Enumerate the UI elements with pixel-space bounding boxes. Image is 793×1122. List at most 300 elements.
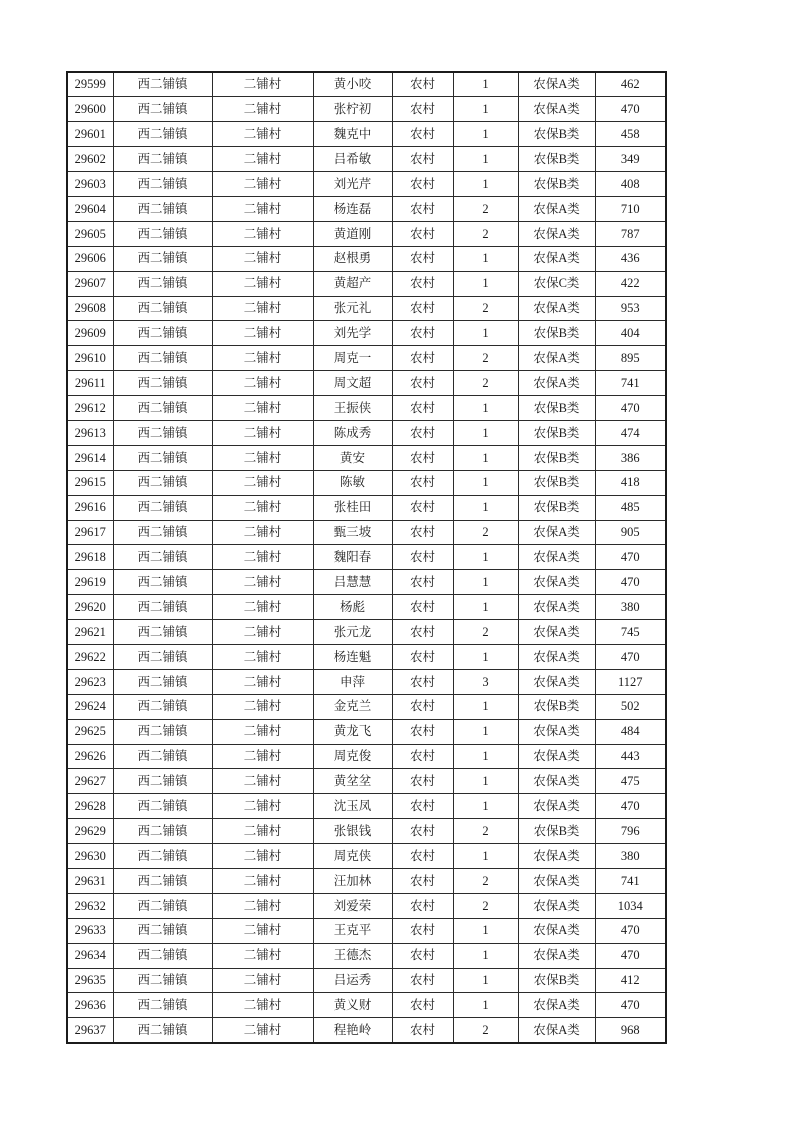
- cell-person-name: 黄安: [313, 445, 392, 470]
- cell-person-name: 魏克中: [313, 122, 392, 147]
- table-row: [67, 147, 666, 172]
- cell-town: 西二铺镇: [113, 346, 212, 371]
- table-row: [67, 719, 666, 744]
- cell-person-name: 王德杰: [313, 943, 392, 968]
- cell-insurance-category: 农保B类: [518, 172, 595, 197]
- cell-amount: 470: [595, 396, 666, 421]
- cell-town: 西二铺镇: [113, 844, 212, 869]
- cell-residence-type: 农村: [392, 172, 453, 197]
- table-row: [67, 595, 666, 620]
- cell-residence-type: 农村: [392, 296, 453, 321]
- cell-person-name: 吕运秀: [313, 968, 392, 993]
- cell-insurance-category: 农保A类: [518, 296, 595, 321]
- cell-serial-number: 29633: [67, 918, 113, 943]
- cell-residence-type: 农村: [392, 744, 453, 769]
- table-row: [67, 819, 666, 844]
- cell-person-count: 1: [453, 769, 518, 794]
- cell-insurance-category: 农保B类: [518, 122, 595, 147]
- cell-residence-type: 农村: [392, 993, 453, 1018]
- cell-village: 二铺村: [212, 993, 313, 1018]
- cell-village: 二铺村: [212, 819, 313, 844]
- cell-village: 二铺村: [212, 221, 313, 246]
- cell-residence-type: 农村: [392, 420, 453, 445]
- cell-town: 西二铺镇: [113, 595, 212, 620]
- cell-village: 二铺村: [212, 620, 313, 645]
- cell-town: 西二铺镇: [113, 371, 212, 396]
- cell-insurance-category: 农保A类: [518, 595, 595, 620]
- cell-serial-number: 29632: [67, 893, 113, 918]
- cell-residence-type: 农村: [392, 869, 453, 894]
- cell-insurance-category: 农保B类: [518, 968, 595, 993]
- cell-town: 西二铺镇: [113, 669, 212, 694]
- cell-residence-type: 农村: [392, 72, 453, 97]
- cell-village: 二铺村: [212, 396, 313, 421]
- cell-serial-number: 29630: [67, 844, 113, 869]
- cell-amount: 458: [595, 122, 666, 147]
- cell-serial-number: 29623: [67, 669, 113, 694]
- cell-insurance-category: 农保A类: [518, 644, 595, 669]
- cell-amount: 470: [595, 943, 666, 968]
- cell-serial-number: 29624: [67, 694, 113, 719]
- cell-person-count: 1: [453, 420, 518, 445]
- cell-residence-type: 农村: [392, 445, 453, 470]
- cell-village: 二铺村: [212, 669, 313, 694]
- cell-insurance-category: 农保A类: [518, 943, 595, 968]
- cell-person-name: 张银钱: [313, 819, 392, 844]
- table-row: [67, 172, 666, 197]
- cell-residence-type: 农村: [392, 620, 453, 645]
- cell-person-name: 周克俊: [313, 744, 392, 769]
- cell-insurance-category: 农保A类: [518, 221, 595, 246]
- table-row: [67, 495, 666, 520]
- cell-village: 二铺村: [212, 147, 313, 172]
- cell-person-count: 1: [453, 271, 518, 296]
- cell-residence-type: 农村: [392, 396, 453, 421]
- table-row: [67, 396, 666, 421]
- cell-insurance-category: 农保A类: [518, 893, 595, 918]
- cell-person-name: 吕希敏: [313, 147, 392, 172]
- cell-town: 西二铺镇: [113, 296, 212, 321]
- cell-serial-number: 29626: [67, 744, 113, 769]
- cell-amount: 386: [595, 445, 666, 470]
- cell-amount: 710: [595, 196, 666, 221]
- table-row: [67, 371, 666, 396]
- cell-town: 西二铺镇: [113, 570, 212, 595]
- cell-amount: 905: [595, 520, 666, 545]
- cell-town: 西二铺镇: [113, 968, 212, 993]
- cell-insurance-category: 农保A类: [518, 371, 595, 396]
- cell-person-name: 杨彪: [313, 595, 392, 620]
- cell-town: 西二铺镇: [113, 744, 212, 769]
- cell-person-count: 1: [453, 495, 518, 520]
- cell-serial-number: 29627: [67, 769, 113, 794]
- cell-town: 西二铺镇: [113, 420, 212, 445]
- cell-residence-type: 农村: [392, 321, 453, 346]
- cell-amount: 404: [595, 321, 666, 346]
- table-row: [67, 794, 666, 819]
- cell-person-count: 1: [453, 396, 518, 421]
- table-row: [67, 918, 666, 943]
- cell-village: 二铺村: [212, 570, 313, 595]
- cell-person-count: 1: [453, 744, 518, 769]
- cell-person-count: 1: [453, 719, 518, 744]
- cell-serial-number: 29605: [67, 221, 113, 246]
- cell-person-count: 1: [453, 246, 518, 271]
- cell-town: 西二铺镇: [113, 196, 212, 221]
- cell-person-name: 黄小咬: [313, 72, 392, 97]
- cell-person-name: 周克一: [313, 346, 392, 371]
- cell-amount: 470: [595, 97, 666, 122]
- cell-village: 二铺村: [212, 296, 313, 321]
- cell-serial-number: 29631: [67, 869, 113, 894]
- cell-village: 二铺村: [212, 420, 313, 445]
- table-row: [67, 470, 666, 495]
- cell-residence-type: 农村: [392, 271, 453, 296]
- cell-residence-type: 农村: [392, 844, 453, 869]
- cell-amount: 418: [595, 470, 666, 495]
- cell-town: 西二铺镇: [113, 246, 212, 271]
- cell-insurance-category: 农保A类: [518, 719, 595, 744]
- cell-person-name: 赵根勇: [313, 246, 392, 271]
- table-row: [67, 644, 666, 669]
- cell-amount: 422: [595, 271, 666, 296]
- cell-serial-number: 29618: [67, 545, 113, 570]
- cell-amount: 475: [595, 769, 666, 794]
- cell-person-name: 刘先学: [313, 321, 392, 346]
- cell-insurance-category: 农保A类: [518, 545, 595, 570]
- cell-person-name: 张元龙: [313, 620, 392, 645]
- cell-serial-number: 29636: [67, 993, 113, 1018]
- cell-residence-type: 农村: [392, 669, 453, 694]
- cell-serial-number: 29612: [67, 396, 113, 421]
- cell-insurance-category: 农保A类: [518, 620, 595, 645]
- cell-person-count: 2: [453, 819, 518, 844]
- table-row: [67, 1018, 666, 1043]
- cell-town: 西二铺镇: [113, 445, 212, 470]
- cell-village: 二铺村: [212, 844, 313, 869]
- cell-amount: 953: [595, 296, 666, 321]
- cell-person-count: 1: [453, 595, 518, 620]
- cell-village: 二铺村: [212, 470, 313, 495]
- cell-person-count: 1: [453, 918, 518, 943]
- table-row: [67, 620, 666, 645]
- cell-person-name: 金克兰: [313, 694, 392, 719]
- cell-town: 西二铺镇: [113, 918, 212, 943]
- cell-insurance-category: 农保A类: [518, 72, 595, 97]
- cell-insurance-category: 农保A类: [518, 993, 595, 1018]
- cell-amount: 380: [595, 595, 666, 620]
- cell-village: 二铺村: [212, 794, 313, 819]
- cell-person-count: 2: [453, 520, 518, 545]
- cell-residence-type: 农村: [392, 644, 453, 669]
- cell-amount: 380: [595, 844, 666, 869]
- cell-serial-number: 29635: [67, 968, 113, 993]
- cell-serial-number: 29637: [67, 1018, 113, 1043]
- cell-person-count: 1: [453, 570, 518, 595]
- cell-serial-number: 29607: [67, 271, 113, 296]
- cell-serial-number: 29604: [67, 196, 113, 221]
- cell-town: 西二铺镇: [113, 545, 212, 570]
- cell-serial-number: 29602: [67, 147, 113, 172]
- cell-amount: 484: [595, 719, 666, 744]
- cell-village: 二铺村: [212, 943, 313, 968]
- cell-serial-number: 29601: [67, 122, 113, 147]
- cell-person-count: 1: [453, 844, 518, 869]
- cell-serial-number: 29616: [67, 495, 113, 520]
- cell-person-name: 黄道刚: [313, 221, 392, 246]
- cell-person-name: 沈玉凤: [313, 794, 392, 819]
- cell-insurance-category: 农保A类: [518, 346, 595, 371]
- cell-person-name: 杨连魁: [313, 644, 392, 669]
- cell-amount: 474: [595, 420, 666, 445]
- cell-serial-number: 29615: [67, 470, 113, 495]
- cell-serial-number: 29629: [67, 819, 113, 844]
- cell-amount: 470: [595, 545, 666, 570]
- cell-insurance-category: 农保A类: [518, 769, 595, 794]
- cell-village: 二铺村: [212, 694, 313, 719]
- table-row: [67, 196, 666, 221]
- cell-village: 二铺村: [212, 893, 313, 918]
- cell-serial-number: 29634: [67, 943, 113, 968]
- cell-person-name: 张桂田: [313, 495, 392, 520]
- cell-amount: 443: [595, 744, 666, 769]
- cell-person-name: 刘光芹: [313, 172, 392, 197]
- cell-person-count: 1: [453, 122, 518, 147]
- cell-town: 西二铺镇: [113, 147, 212, 172]
- cell-village: 二铺村: [212, 172, 313, 197]
- records-table-body: [67, 72, 666, 1043]
- cell-town: 西二铺镇: [113, 694, 212, 719]
- records-table: [66, 71, 667, 1044]
- cell-amount: 470: [595, 644, 666, 669]
- cell-amount: 470: [595, 570, 666, 595]
- cell-person-count: 1: [453, 147, 518, 172]
- cell-serial-number: 29619: [67, 570, 113, 595]
- cell-amount: 745: [595, 620, 666, 645]
- cell-town: 西二铺镇: [113, 122, 212, 147]
- cell-town: 西二铺镇: [113, 620, 212, 645]
- cell-town: 西二铺镇: [113, 396, 212, 421]
- cell-serial-number: 29628: [67, 794, 113, 819]
- cell-town: 西二铺镇: [113, 869, 212, 894]
- cell-serial-number: 29600: [67, 97, 113, 122]
- cell-person-count: 1: [453, 172, 518, 197]
- cell-residence-type: 农村: [392, 694, 453, 719]
- cell-village: 二铺村: [212, 271, 313, 296]
- table-row: [67, 321, 666, 346]
- table-row: [67, 520, 666, 545]
- cell-serial-number: 29599: [67, 72, 113, 97]
- cell-town: 西二铺镇: [113, 819, 212, 844]
- cell-amount: 787: [595, 221, 666, 246]
- cell-serial-number: 29620: [67, 595, 113, 620]
- cell-person-name: 黄龙飞: [313, 719, 392, 744]
- cell-serial-number: 29609: [67, 321, 113, 346]
- cell-village: 二铺村: [212, 644, 313, 669]
- table-row: [67, 744, 666, 769]
- cell-person-count: 2: [453, 869, 518, 894]
- cell-person-name: 黄超产: [313, 271, 392, 296]
- cell-residence-type: 农村: [392, 968, 453, 993]
- cell-residence-type: 农村: [392, 122, 453, 147]
- cell-village: 二铺村: [212, 545, 313, 570]
- table-row: [67, 669, 666, 694]
- cell-insurance-category: 农保B类: [518, 147, 595, 172]
- cell-residence-type: 农村: [392, 97, 453, 122]
- cell-insurance-category: 农保A类: [518, 918, 595, 943]
- cell-serial-number: 29617: [67, 520, 113, 545]
- cell-amount: 470: [595, 794, 666, 819]
- cell-person-name: 周文超: [313, 371, 392, 396]
- cell-village: 二铺村: [212, 346, 313, 371]
- cell-residence-type: 农村: [392, 520, 453, 545]
- cell-insurance-category: 农保A类: [518, 520, 595, 545]
- cell-residence-type: 农村: [392, 371, 453, 396]
- cell-person-count: 2: [453, 221, 518, 246]
- cell-person-count: 1: [453, 694, 518, 719]
- cell-person-name: 张柠初: [313, 97, 392, 122]
- table-row: [67, 72, 666, 97]
- cell-town: 西二铺镇: [113, 221, 212, 246]
- cell-village: 二铺村: [212, 520, 313, 545]
- cell-person-count: 1: [453, 321, 518, 346]
- cell-person-name: 陈敏: [313, 470, 392, 495]
- cell-person-name: 王振侠: [313, 396, 392, 421]
- cell-person-name: 程艳岭: [313, 1018, 392, 1043]
- cell-serial-number: 29611: [67, 371, 113, 396]
- cell-serial-number: 29608: [67, 296, 113, 321]
- cell-insurance-category: 农保B类: [518, 445, 595, 470]
- cell-residence-type: 农村: [392, 595, 453, 620]
- cell-person-count: 2: [453, 1018, 518, 1043]
- cell-person-count: 1: [453, 794, 518, 819]
- cell-residence-type: 农村: [392, 570, 453, 595]
- cell-person-count: 1: [453, 72, 518, 97]
- cell-person-count: 1: [453, 470, 518, 495]
- cell-insurance-category: 农保A类: [518, 794, 595, 819]
- table-row: [67, 769, 666, 794]
- cell-person-name: 王克平: [313, 918, 392, 943]
- cell-insurance-category: 农保B类: [518, 694, 595, 719]
- cell-town: 西二铺镇: [113, 769, 212, 794]
- cell-serial-number: 29622: [67, 644, 113, 669]
- cell-village: 二铺村: [212, 769, 313, 794]
- cell-town: 西二铺镇: [113, 271, 212, 296]
- cell-town: 西二铺镇: [113, 520, 212, 545]
- cell-town: 西二铺镇: [113, 719, 212, 744]
- cell-person-name: 吕慧慧: [313, 570, 392, 595]
- cell-residence-type: 农村: [392, 794, 453, 819]
- cell-insurance-category: 农保B类: [518, 420, 595, 445]
- table-row: [67, 570, 666, 595]
- cell-insurance-category: 农保A类: [518, 869, 595, 894]
- cell-residence-type: 农村: [392, 893, 453, 918]
- cell-residence-type: 农村: [392, 545, 453, 570]
- cell-amount: 968: [595, 1018, 666, 1043]
- table-row: [67, 97, 666, 122]
- table-row: [67, 943, 666, 968]
- cell-town: 西二铺镇: [113, 470, 212, 495]
- cell-serial-number: 29613: [67, 420, 113, 445]
- cell-person-count: 2: [453, 346, 518, 371]
- cell-insurance-category: 农保B类: [518, 819, 595, 844]
- cell-person-count: 2: [453, 371, 518, 396]
- cell-village: 二铺村: [212, 869, 313, 894]
- cell-amount: 741: [595, 371, 666, 396]
- cell-person-name: 周克侠: [313, 844, 392, 869]
- cell-amount: 895: [595, 346, 666, 371]
- cell-insurance-category: 农保A类: [518, 246, 595, 271]
- cell-amount: 462: [595, 72, 666, 97]
- table-row: [67, 893, 666, 918]
- cell-serial-number: 29614: [67, 445, 113, 470]
- cell-town: 西二铺镇: [113, 644, 212, 669]
- cell-person-count: 1: [453, 445, 518, 470]
- cell-village: 二铺村: [212, 744, 313, 769]
- cell-amount: 796: [595, 819, 666, 844]
- cell-town: 西二铺镇: [113, 893, 212, 918]
- cell-amount: 470: [595, 918, 666, 943]
- cell-residence-type: 农村: [392, 819, 453, 844]
- cell-town: 西二铺镇: [113, 172, 212, 197]
- cell-residence-type: 农村: [392, 221, 453, 246]
- cell-residence-type: 农村: [392, 918, 453, 943]
- cell-person-name: 汪加林: [313, 869, 392, 894]
- cell-person-name: 刘爱荣: [313, 893, 392, 918]
- cell-amount: 349: [595, 147, 666, 172]
- cell-amount: 741: [595, 869, 666, 894]
- cell-amount: 412: [595, 968, 666, 993]
- cell-person-name: 陈成秀: [313, 420, 392, 445]
- cell-residence-type: 农村: [392, 495, 453, 520]
- cell-village: 二铺村: [212, 371, 313, 396]
- cell-person-count: 2: [453, 893, 518, 918]
- cell-insurance-category: 农保B类: [518, 470, 595, 495]
- cell-person-name: 黄义财: [313, 993, 392, 1018]
- cell-residence-type: 农村: [392, 147, 453, 172]
- cell-residence-type: 农村: [392, 1018, 453, 1043]
- cell-town: 西二铺镇: [113, 97, 212, 122]
- table-row: [67, 844, 666, 869]
- cell-village: 二铺村: [212, 321, 313, 346]
- cell-person-count: 1: [453, 545, 518, 570]
- cell-person-name: 甄三坡: [313, 520, 392, 545]
- cell-village: 二铺村: [212, 595, 313, 620]
- cell-insurance-category: 农保B类: [518, 396, 595, 421]
- cell-village: 二铺村: [212, 968, 313, 993]
- table-row: [67, 221, 666, 246]
- cell-residence-type: 农村: [392, 943, 453, 968]
- cell-insurance-category: 农保C类: [518, 271, 595, 296]
- table-row: [67, 993, 666, 1018]
- cell-amount: 485: [595, 495, 666, 520]
- cell-insurance-category: 农保A类: [518, 97, 595, 122]
- cell-insurance-category: 农保B类: [518, 321, 595, 346]
- cell-serial-number: 29610: [67, 346, 113, 371]
- cell-person-name: 张元礼: [313, 296, 392, 321]
- cell-person-name: 申萍: [313, 669, 392, 694]
- cell-residence-type: 农村: [392, 346, 453, 371]
- cell-village: 二铺村: [212, 1018, 313, 1043]
- cell-village: 二铺村: [212, 72, 313, 97]
- cell-person-count: 1: [453, 644, 518, 669]
- table-row: [67, 445, 666, 470]
- table-row: [67, 122, 666, 147]
- cell-serial-number: 29603: [67, 172, 113, 197]
- cell-residence-type: 农村: [392, 719, 453, 744]
- cell-person-count: 1: [453, 97, 518, 122]
- cell-person-name: 杨连磊: [313, 196, 392, 221]
